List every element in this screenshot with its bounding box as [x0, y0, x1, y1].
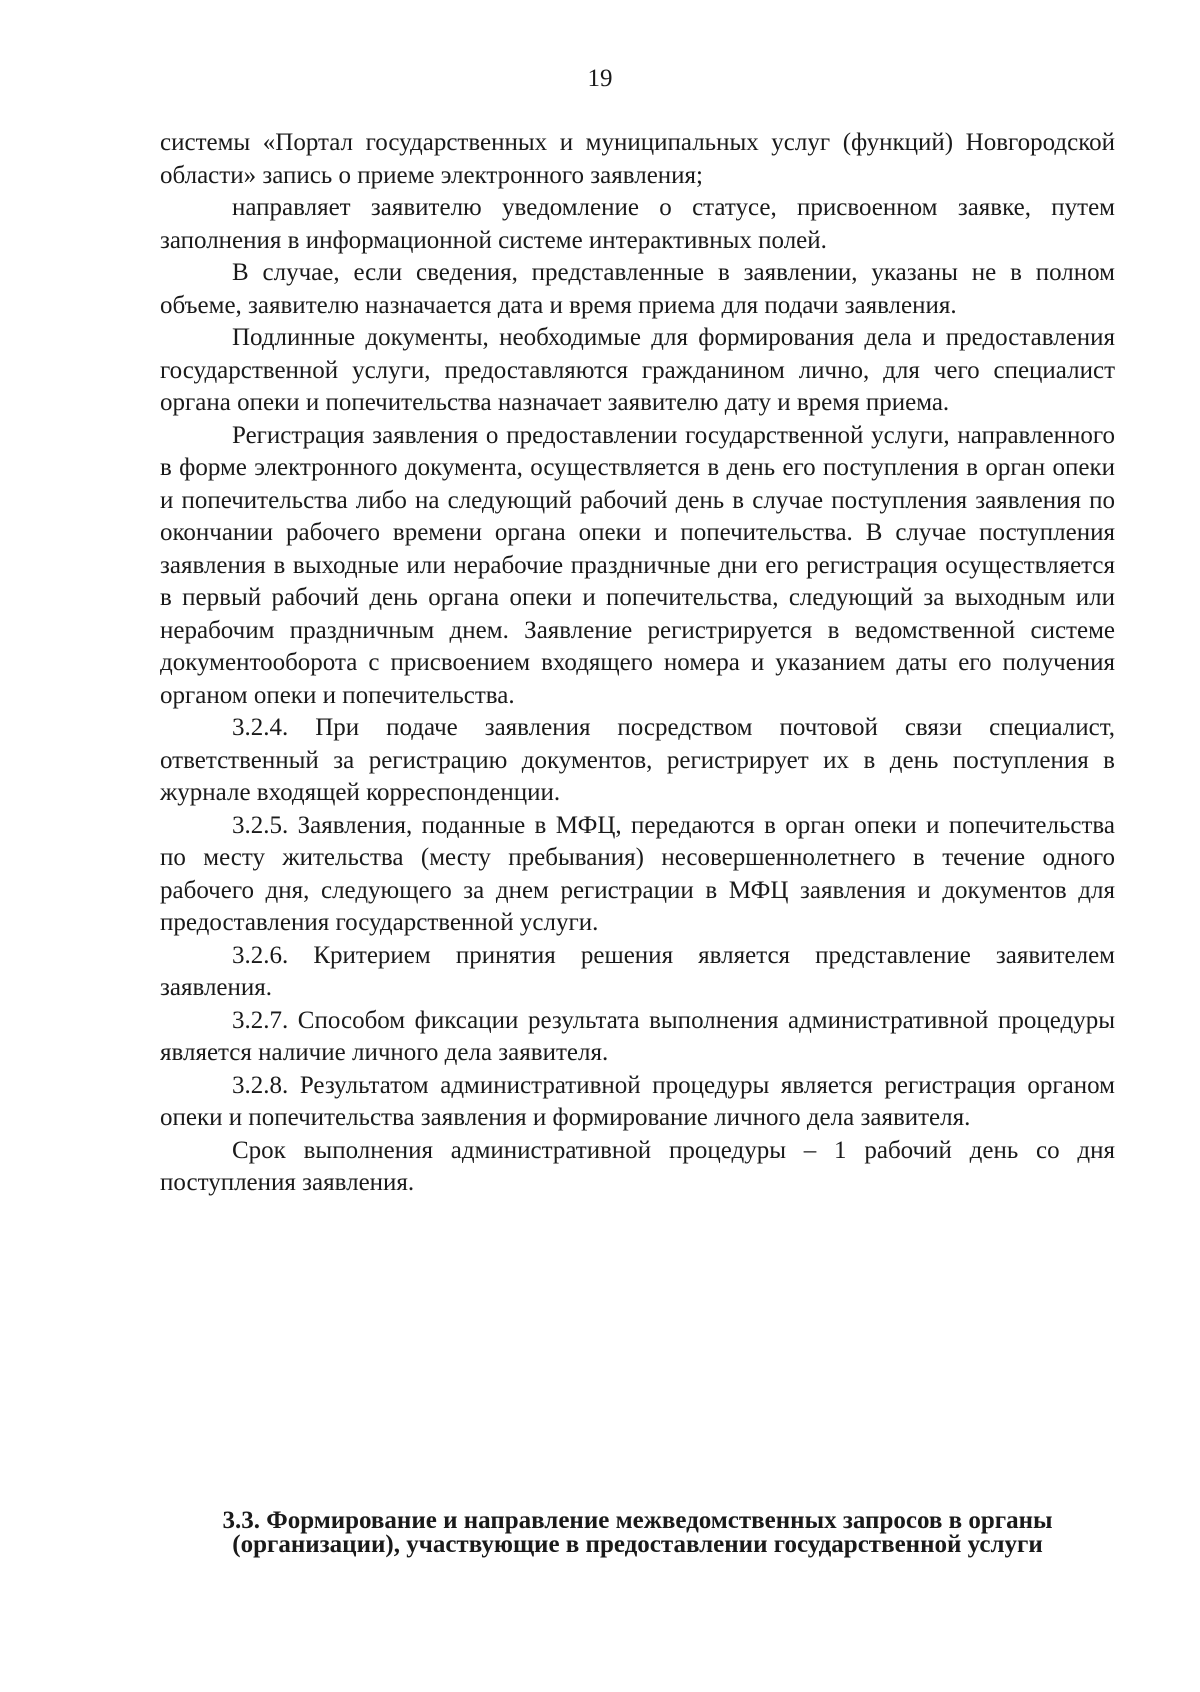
page-number: 19	[587, 65, 613, 92]
paragraph: 3.2.6. Критерием принятия решения является представление заявителем заявления.	[160, 941, 1115, 1001]
paragraph: Срок выполнения административной процедуры – 1 рабочий день со дня поступления заявления.	[160, 1136, 1115, 1196]
section-heading: 3.3. Формирование и направление межведомственных запросов в органы (организации), участвующие в предоставлении государственной услуги	[222, 1507, 1053, 1558]
paragraph-continuation: системы «Портал государственных и муниципальных услуг (функций) Новгородской области» запись о приеме электронного заявления;	[160, 129, 1115, 189]
paragraph: 3.2.5. Заявления, поданные в МФЦ, передаются в орган опеки и попечительства по месту жительства (месту пребывания) несовершеннолетнего в течение одного рабочего дня, следующего за днем регистрации в МФЦ заявления и документов для предоставления государственной услуги.	[160, 811, 1115, 936]
paragraph: 3.2.8. Результатом административной процедуры является регистрация органом опеки и попечительства заявления и формирование личного дела заявителя.	[160, 1071, 1115, 1131]
paragraph: 3.2.7. Способом фиксации результата выполнения административной процедуры является наличие личного дела заявителя.	[160, 1006, 1115, 1066]
paragraph: Подлинные документы, необходимые для формирования дела и предоставления государственной услуги, предоставляются гражданином лично, для чего специалист органа опеки и попечительства назначает заявителю дату и время приема.	[160, 324, 1115, 416]
paragraph: направляет заявителю уведомление о статусе, присвоенном заявке, путем заполнения в информационной системе интерактивных полей.	[160, 194, 1115, 254]
paragraph: 3.2.4. При подаче заявления посредством почтовой связи специалист, ответственный за регистрацию документов, регистрирует их в день поступления в журнале входящей корреспонденции.	[160, 714, 1115, 806]
paragraph: Регистрация заявления о предоставлении государственной услуги, направленного в форме электронного документа, осуществляется в день его поступления в орган опеки и попечительства либо на следующий рабочий день в случае поступления заявления по окончании рабочего времени органа опеки и попечительства. В случае поступления заявления в выходные или нерабочие праздничные дни его регистрация осуществляется в первый рабочий день органа опеки и попечительства, следующий за выходным или нерабочим праздничным днем. Заявление регистрируется в ведомственной системе документооборота с присвоением входящего номера и указанием даты его получения органом опеки и попечительства.	[160, 421, 1115, 709]
document-body	[160, 127, 1115, 1200]
paragraph: В случае, если сведения, представленные в заявлении, указаны не в полном объеме, заявителю назначается дата и время приема для подачи заявления.	[160, 259, 1115, 319]
